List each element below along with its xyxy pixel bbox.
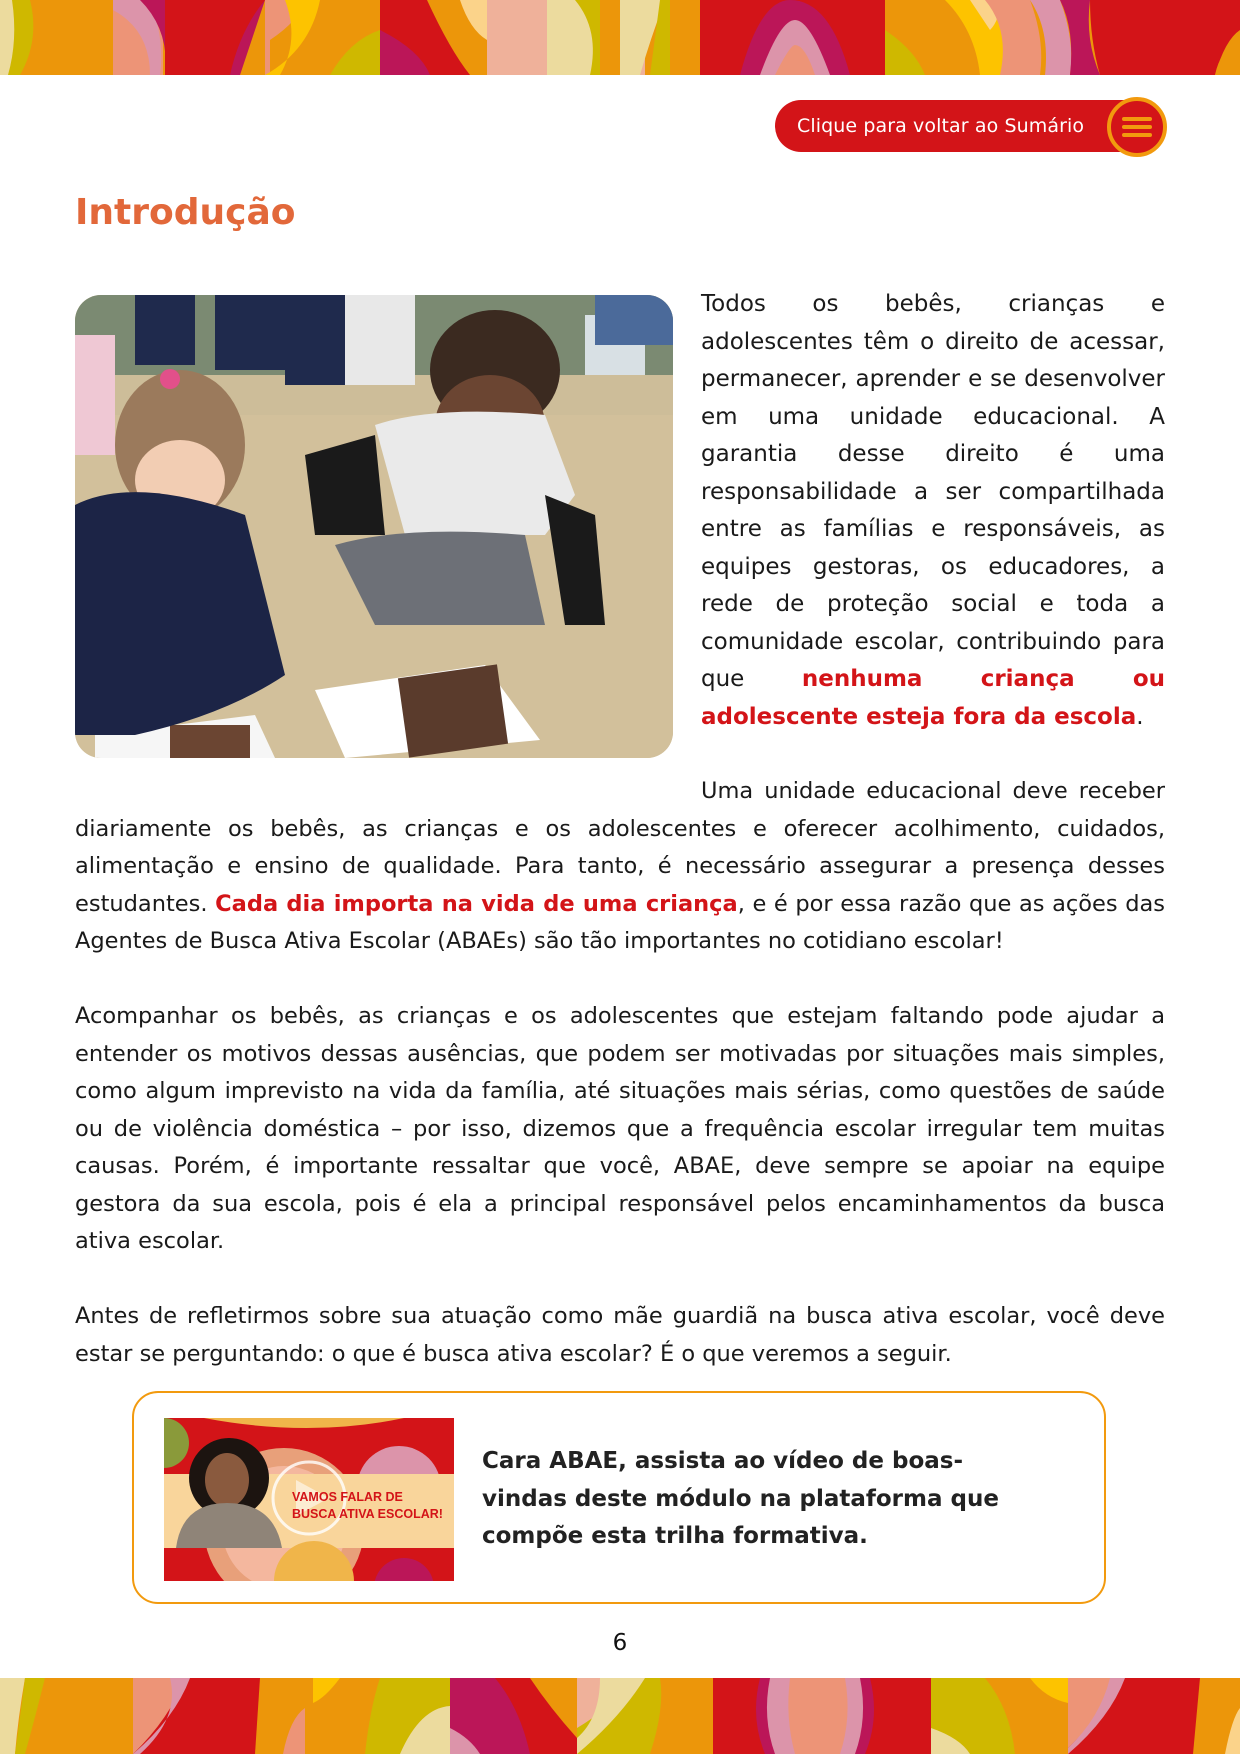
highlight-text: nenhuma criança ou adolescente esteja fora da escola [701,666,1166,730]
pattern-graphic [0,0,1240,75]
menu-line [1122,117,1152,121]
intro-paragraph-2 [75,773,1165,961]
welcome-video-thumbnail[interactable] [164,1418,454,1581]
paragraph-text: , e é por essa razão que as ações das Agentes de Busca Ativa Escolar (ABAEs) são tão importantes no cotidiano escolar! [75,890,1166,954]
photo-illustration [75,295,673,758]
intro-paragraph-1 [701,286,1165,736]
intro-paragraph-4: Antes de refletirmos sobre sua atuação como mãe guardiã na busca ativa escolar, você deve estar se perguntando: o que é busca ativa escolar? É o que veremos a seguir. [75,1303,1165,1367]
paragraph-text: Todos os bebês, crianças e adolescentes têm o direito de acessar, permanecer, aprender e se desenvolver em uma unidade educacional. A garantia desse direito é uma responsabilidade a ser compartilhada entre as famílias e responsáveis, as equipes gestoras, os educadores, a rede de proteção social e toda a comunidade escolar, contribuindo para que [701,291,1165,692]
pattern-graphic [0,1678,1240,1754]
section-title: Introdução [75,192,296,233]
children-drawing-photo [75,295,673,758]
callout-text: Cara ABAE, assista ao vídeo de boas-vindas deste módulo na plataforma que compõe esta trilha formativa. [482,1448,999,1549]
highlight-text: Cada dia importa na vida de uma criança [215,890,738,917]
page-number: 6 [612,1630,628,1656]
menu-line [1122,125,1152,129]
intro-paragraph-3: Acompanhar os bebês, as crianças e os adolescentes que estejam faltando pode ajudar a entender os motivos dessas ausências, que podem ser motivadas por situações mais simples, como algum imprevisto na vida da família, até situações mais sérias, como questões de saúde ou de violência doméstica – por isso, dizemos que a frequência escolar irregular tem muitas causas. Porém, é importante ressaltar que você, ABAE, deve sempre se apoiar na equipe gestora da sua escola, pois é ela a principal responsável pelos encaminhamentos da busca ativa escolar. [75,1003,1165,1254]
video-title-line2: BUSCA ATIVA ESCOLAR! [292,1507,443,1521]
hamburger-menu-icon[interactable] [1107,97,1167,157]
menu-line [1122,133,1152,137]
back-to-summary-label: Clique para voltar ao Sumário [797,115,1085,137]
paragraph-text: . [1136,703,1144,730]
top-decorative-band [0,0,1240,75]
video-title-line1: VAMOS FALAR DE [292,1490,403,1504]
video-callout-box [132,1391,1106,1604]
video-thumbnail-graphic [164,1418,454,1581]
paragraph-text: Uma unidade educacional deve receber diariamente os bebês, as crianças e os adolescentes e oferecer acolhimento, cuidados, alimentação e ensino de qualidade. Para tanto, é necessário assegurar a presença desses estudantes. [75,778,1165,917]
back-to-summary-button[interactable] [775,100,1165,152]
bottom-decorative-band [0,1678,1240,1754]
